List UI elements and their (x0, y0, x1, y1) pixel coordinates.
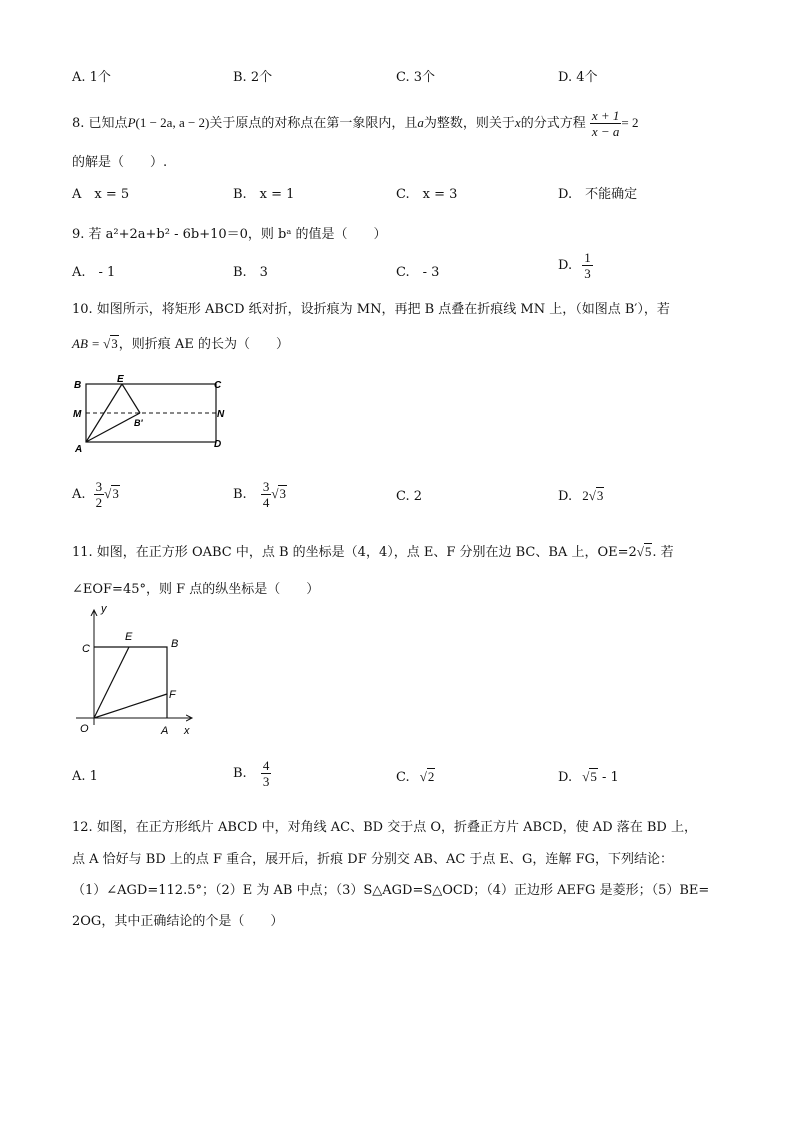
q12-line3: （1）∠AGD=112.5°；（2）E 为 AB 中点；（3）S△AGD=S△OCD；（4）正边形 AEFG 是菱形；（5）BE= (72, 883, 710, 898)
q10-option-b-label: B. (233, 487, 247, 502)
q11-option-c-label: C. (396, 770, 410, 785)
q11-option-a: A. 1 (72, 769, 98, 784)
q10-label-a: A (75, 444, 83, 454)
q10-label-b: B (74, 380, 82, 391)
q11-option-b-num: 4 (262, 758, 270, 773)
q10-option-b-radicand: 3 (279, 486, 286, 501)
q11-option-c (396, 769, 435, 785)
q10-label-m: M (73, 409, 82, 420)
q8-option-d: D. 不能确定 (558, 187, 638, 202)
q11-figure (68, 600, 198, 742)
q11-option-b-den: 3 (262, 774, 270, 789)
q10-segment-ab (86, 413, 140, 442)
q10-option-b-den: 4 (262, 495, 270, 510)
q11-line2: ∠EOF=45°，则 F 点的纵坐标是（ ） (72, 582, 320, 597)
q7-option-d: D. 4个 (558, 70, 598, 85)
q9-option-a: A. - 1 (72, 265, 116, 280)
q11-label-b: B (171, 638, 179, 650)
q10-option-c: C. 2 (396, 489, 423, 504)
q11-label-a: A (161, 725, 169, 737)
q10-option-a-sqrt: √3 (104, 486, 119, 501)
q11-option-b (233, 758, 271, 789)
q9-option-d (558, 250, 593, 281)
q11-option-d-label: D. (558, 770, 573, 785)
q11-option-c-radicand: 2 (427, 769, 435, 784)
q10-option-a-num: 3 (95, 479, 103, 494)
q9-option-b: B. 3 (233, 265, 268, 280)
q12-line4: 2OG，其中正确结论的个是（ ） (72, 914, 284, 929)
q7-option-b: B. 2个 (233, 70, 273, 85)
q11-segment-oe (94, 647, 129, 718)
q7-option-c: C. 3个 (396, 70, 436, 85)
q11-option-d-radicand: 5 (590, 769, 597, 784)
q8-text-d: 的分式方程 (520, 116, 586, 131)
q9-option-d-fraction (582, 250, 593, 281)
q10-option-d-radicand: 3 (596, 488, 604, 503)
q10-line2-a: AB = (72, 336, 104, 351)
q10-option-a (72, 479, 120, 510)
q11-option-c-sqrt: √2 (419, 769, 435, 784)
q10-sqrt-radicand: 3 (111, 336, 118, 351)
q10-option-d-coef: 2 (582, 488, 589, 503)
q11-label-e: E (125, 631, 133, 643)
q10-figure (70, 372, 230, 454)
q10-option-a-label: A. (72, 487, 86, 502)
q12-line2: 点 A 恰好与 BD 上的点 F 重合，展开后，折痕 DF 分别交 AB、AC 于点 E、G，连解 FG，下列结论： (72, 852, 673, 867)
q10-label-e: E (117, 374, 124, 385)
q11-sqrt: √5 (636, 544, 652, 559)
q8-var-x: x (514, 115, 521, 130)
q10-segment-eb (122, 384, 140, 413)
q11-segment-of (94, 694, 167, 718)
q11-option-b-label: B. (233, 766, 247, 781)
q8-option-b: B. x = 1 (233, 187, 295, 202)
q8-number: 8. (72, 116, 85, 131)
q10-line1: 10. 如图所示，将矩形 ABCD 纸对折，设折痕为 MN，再把 B 点叠在折痕线 MN 上，（如图点 B′），若 (72, 302, 670, 317)
q8-text-a: 已知点 (88, 116, 128, 131)
q8-option-a: A x = 5 (72, 187, 130, 202)
q10-label-n: N (217, 409, 225, 420)
q11-label-f: F (169, 689, 176, 701)
q7-option-a: A. 1个 (72, 70, 111, 85)
q11-label-o: O (80, 723, 89, 735)
q11-option-d-tail: - 1 (602, 770, 619, 785)
q8-stem (72, 108, 639, 139)
q10-option-d-sqrt: √3 (588, 488, 604, 503)
q10-option-a-fraction (94, 479, 105, 510)
q11-square-oabc (94, 647, 167, 718)
q12-line1: 12. 如图，在正方形纸片 ABCD 中，对角线 AC、BD 交于点 O，折叠正方片 ABCD，使 AD 落在 BD 上， (72, 820, 697, 835)
q11-label-y: y (101, 603, 107, 615)
q8-eq-rhs: = 2 (621, 115, 639, 130)
q10-option-b-sqrt: √3 (271, 486, 286, 501)
q10-option-b-num: 3 (262, 479, 270, 494)
q11-option-b-fraction (261, 758, 272, 789)
q10-option-a-radicand: 3 (112, 486, 119, 501)
q9-option-d-den: 3 (584, 266, 591, 281)
q8-fraction (590, 108, 622, 139)
q8-line2: 的解是（ ）. (72, 155, 168, 170)
q9-option-d-num: 1 (584, 250, 591, 265)
q8-coords: (1 − 2a, a − 2) (135, 115, 210, 130)
q11-option-d (558, 769, 619, 785)
q11-label-x: x (184, 725, 190, 737)
q10-sqrt: √3 (103, 336, 118, 351)
q11-label-c: C (82, 643, 90, 655)
q11-option-d-sqrt: √5 (582, 769, 597, 784)
q8-point: P (127, 115, 136, 130)
q9-stem: 9. 若 a²+2a+b² - 6b+10＝0，则 bᵃ 的值是（ ） (72, 227, 387, 242)
q11-line1-b: . 若 (652, 545, 674, 560)
q10-label-d: D (214, 439, 222, 450)
q10-option-b (233, 479, 287, 510)
q10-option-d-label: D. (558, 489, 573, 504)
q10-label-b-prime: B′ (134, 418, 143, 428)
q10-line2 (72, 333, 289, 352)
q9-option-c: C. - 3 (396, 265, 440, 280)
q11-line1 (72, 541, 674, 560)
q8-frac-den: x − a (591, 124, 620, 139)
q9-option-d-label: D. (558, 258, 573, 273)
q11-sqrt-radicand: 5 (644, 544, 652, 559)
q11-line1-a: 11. 如图，在正方形 OABC 中，点 B 的坐标是（4，4），点 E、F 分别在边 BC、BA 上，OE=2 (72, 545, 637, 560)
q8-option-c: C. x = 3 (396, 187, 458, 202)
q8-text-c: 为整数，则关于 (423, 116, 515, 131)
q8-text-b: 关于原点的对称点在第一象限内，且 (209, 116, 418, 131)
q10-line2-b: ，则折痕 AE 的长为（ ） (118, 337, 289, 352)
q10-option-b-fraction (261, 479, 272, 510)
q10-option-a-den: 2 (95, 495, 103, 510)
q8-frac-num: x + 1 (591, 108, 620, 123)
q10-label-c: C (214, 380, 222, 391)
q8-var-a: a (417, 115, 424, 130)
q10-option-d (558, 488, 604, 504)
